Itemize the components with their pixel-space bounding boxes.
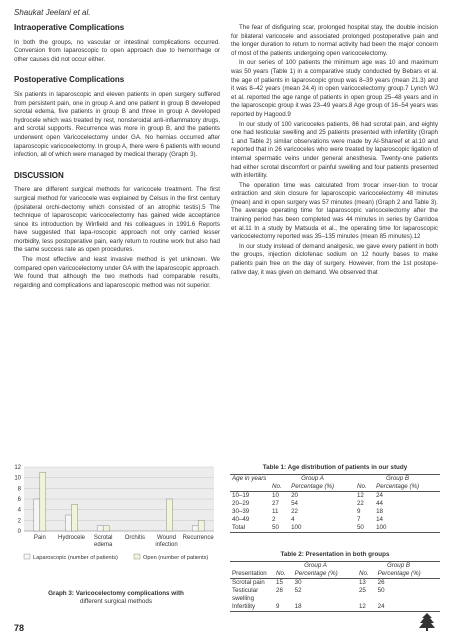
y-tick-label: 10	[14, 475, 21, 482]
heading-intraoperative: Intraoperative Complications	[14, 23, 125, 32]
table-cell: 18	[294, 603, 302, 610]
table-header: Presentation	[232, 570, 267, 577]
table-cell: Total	[232, 524, 246, 531]
table-cell: 44	[376, 500, 383, 507]
paragraph: There are different surgical methods for varicocele treatment. The first surgical method for varicocele was explained by Celsus in the first century (ipsilateral orchi-dectomy which consisted of an atrophic testis).5 The technique of laparoscopic varicocelectomy has gained wide acceptance since its introduction by Winfield and his colleagues in 1991.6 Reports have suggested that lapa-roscopic approach not only carried lesser morbidity, less postoperative pain, early return to routine work but also had the same success rate as open procedures.	[14, 186, 220, 254]
table-cell: 13	[358, 579, 366, 586]
x-tick-label: Hydrocele	[57, 535, 86, 541]
x-tick-label: Orchitis	[124, 535, 146, 541]
table-row	[230, 579, 440, 588]
table-header: Age in years	[232, 475, 267, 482]
table-cell: 50	[356, 524, 364, 531]
table-cell: 18	[376, 508, 383, 515]
legend-swatch	[134, 554, 140, 559]
table-cell: 20–29	[232, 500, 250, 507]
right-column	[231, 24, 438, 278]
table-header: Group B	[386, 562, 411, 569]
table-row	[230, 603, 440, 612]
table-header: Percentage (%)	[291, 483, 335, 490]
paragraph: In our study of 100 varicoceles patients, 86 had scrotal pain, and eighty one had testicular swelling and 25 patients presented with infertility (Graph 1 and Table 2) similar observations were made by Al-Shareef et al.10 and reported that in 26 varicoceles who were treated by laparoscopic ligation of internal spermatic veins under general anesthesia. Twenty-one patients had either scrotal discomfort or painful swelling and four patients presented with infertility.	[231, 120, 438, 180]
legend-label: Open (number of patients)	[143, 555, 209, 561]
table-cell: 20	[291, 492, 298, 499]
table-cell: Scrotal pain	[232, 579, 265, 586]
paragraph: The most effective and least invasive method is yet unknown. We compared open varicocelectomy under GA with the laparoscopic approach. We found that although the two methods had comparable results, regarding and complications and laparoscopic method was not superior.	[14, 256, 220, 289]
table-cell: 30	[294, 579, 302, 586]
left-column	[14, 24, 220, 291]
x-tick-label: Pain	[33, 535, 46, 541]
table-row	[230, 516, 440, 524]
table-cell: 52	[294, 587, 302, 594]
x-tick-label: Scrotal	[93, 535, 113, 541]
bar	[40, 472, 46, 531]
table-header: No.	[272, 483, 282, 490]
table-2	[230, 551, 440, 612]
table-cell: 50	[377, 587, 385, 594]
table-cell: 9	[276, 603, 280, 610]
paragraph: In both the groups, no vascular or intestinal complications occurred. Conversion from laparoscopic to open approach due to hemorrhage or other causes did not occur either.	[14, 38, 220, 63]
heading-postoperative: Postoperative Complications	[14, 75, 125, 85]
bar-chart	[10, 463, 222, 571]
page-number: 78	[14, 623, 25, 633]
table-cell: 25	[358, 587, 366, 594]
bar	[198, 520, 204, 531]
bar	[192, 526, 198, 531]
x-tick-label: infection	[155, 542, 178, 548]
y-tick-label: 8	[17, 486, 21, 493]
table-caption: Table 1: Age distribution of patients in our study	[262, 464, 408, 471]
table-caption: Table 2: Presentation in both groups	[280, 551, 390, 558]
table-header: No.	[276, 570, 286, 577]
table-cell: 4	[291, 516, 295, 523]
table-header: Group A	[301, 475, 324, 482]
bar	[97, 526, 103, 531]
bar	[167, 499, 173, 531]
y-tick-label: 4	[17, 507, 21, 514]
legend-label: Laparoscopic (number of patients)	[33, 555, 118, 561]
paragraph: In our study instead of demand analgesic, we gave every patient in both the groups, injection diclofenac sodium on 12 hourly bases to make patients pain free on the day of surgery. However, from the 1st postope-rative day, it was given on demand. We observed that	[231, 242, 438, 276]
legend-swatch	[24, 554, 30, 559]
y-tick-label: 2	[17, 518, 21, 525]
publisher-logo-icon	[418, 612, 436, 632]
table-cell: 40–49	[232, 516, 250, 523]
table-cell: 10	[272, 492, 279, 499]
bar	[34, 499, 40, 531]
table-cell: 27	[272, 500, 279, 507]
bar	[103, 526, 109, 531]
table-header: Percentage (%)	[377, 570, 421, 577]
age-table	[230, 474, 440, 533]
table-header: No.	[356, 483, 367, 490]
table-header: No.	[358, 570, 369, 577]
table-1	[230, 464, 440, 533]
table-cell: 12	[358, 603, 366, 610]
table-cell: 54	[291, 500, 298, 507]
paragraph: In our series of 100 patients the minimum age was 10 and maximum was 50 years (Table 1) in a comparative study conducted by Bebars et al. the age of patients in laparoscopic group was 8–39 years (mean 21.3) and it was 8–42 years (mean 24.4) in open varicocelectomy group.7 Lynch WJ et al. reported the age range of patients in open group 25–48 years and in the laparoscopic group it was 23–49 years.8 Age group of 16–54 years was reported by Hagood.9	[231, 59, 438, 118]
table-cell: 24	[377, 603, 385, 610]
x-tick-label: edema	[93, 542, 113, 548]
y-tick-label: 12	[14, 465, 21, 471]
paragraph: The operation time was calculated from trocar inser-tion to trocar extraction and skin closure for laparoscopic varicocelectomy 48 minutes (mean) and in open surgery was 57 minutes (mean) (Graph 2 and Table 3). The average operating time for laparoscopic varicocelectomy after the training period has been completed was 44 minutes in series by Garridoa et al.11 In a study by Matsuda et al., the operating time for laparoscopic varicocelectomy reported was 35–135 minutes (mean 85 minutes).12	[231, 181, 438, 241]
table-cell: 26	[276, 587, 283, 594]
heading-discussion: DISCUSSION	[14, 170, 64, 180]
table-cell: 22	[356, 500, 364, 507]
paragraph: Six patients in laparoscopic and eleven patients in open surgery suffered from persistent pain, one in group A and one patient in group B developed scrotal edema, five patients in group B and three in group A developed hydrocele which was treated by rest, nonsteroidal anti-inflammatory drugs, and scrotal supports. Recurrence was more in group B, and the patients underwent open Varicocelectomy under GA. No hernias occurred after laparoscopic varicocelectomy. In group A, there were 6 patients with wound infection, all of which were managed by medical therapy (Graph 3).	[14, 90, 220, 159]
table-cell: 12	[356, 492, 364, 499]
table-cell: 100	[291, 524, 302, 531]
graph-caption: Graph 3: Varicocelectomy complications with	[48, 590, 184, 597]
table-cell: 7	[356, 516, 361, 523]
x-tick-label: Recurrence	[182, 535, 214, 541]
table-row	[230, 492, 440, 501]
table-cell: 2	[272, 516, 276, 523]
bar	[72, 504, 78, 531]
table-cell: 14	[376, 516, 383, 523]
table-cell: 10–19	[232, 492, 250, 499]
x-tick-label: Wound	[157, 535, 176, 541]
table-cell: 26	[377, 579, 385, 586]
paragraph: The fear of disfiguring scar, prolonged hospital stay, the double incision for bilateral varicocele and associated prolonged postoperative pain and the longer duration to return to normal activity had been the major concern of most of the patients undergoing open varicocelectomy.	[231, 24, 438, 57]
table-cell: 30–39	[232, 508, 250, 515]
table-cell: 11	[272, 508, 279, 515]
table-cell: 50	[272, 524, 279, 531]
table-cell: 15	[276, 579, 283, 586]
running-head: Shaukat Jeelani et al.	[14, 8, 91, 17]
table-cell: 22	[291, 508, 298, 515]
table-cell: Testicular swelling	[232, 587, 259, 602]
y-tick-label: 0	[17, 529, 21, 535]
table-cell: 24	[376, 492, 383, 499]
table-header: Group A	[304, 562, 327, 569]
table-row	[230, 508, 440, 516]
table-row	[230, 500, 440, 508]
graph-caption: different surgical methods	[80, 598, 152, 605]
graph-3	[10, 463, 222, 613]
bar	[66, 515, 72, 531]
presentation-table	[230, 561, 440, 612]
y-tick-label: 6	[17, 497, 21, 503]
table-cell: 9	[356, 508, 361, 515]
table-row	[230, 587, 440, 603]
table-header: Percentage (%)	[294, 570, 338, 577]
table-header: Percentage (%)	[376, 483, 420, 490]
table-cell: 100	[376, 524, 387, 531]
table-header: Group B	[385, 475, 410, 482]
table-cell: Infertility	[232, 603, 256, 610]
table-row	[230, 524, 440, 533]
